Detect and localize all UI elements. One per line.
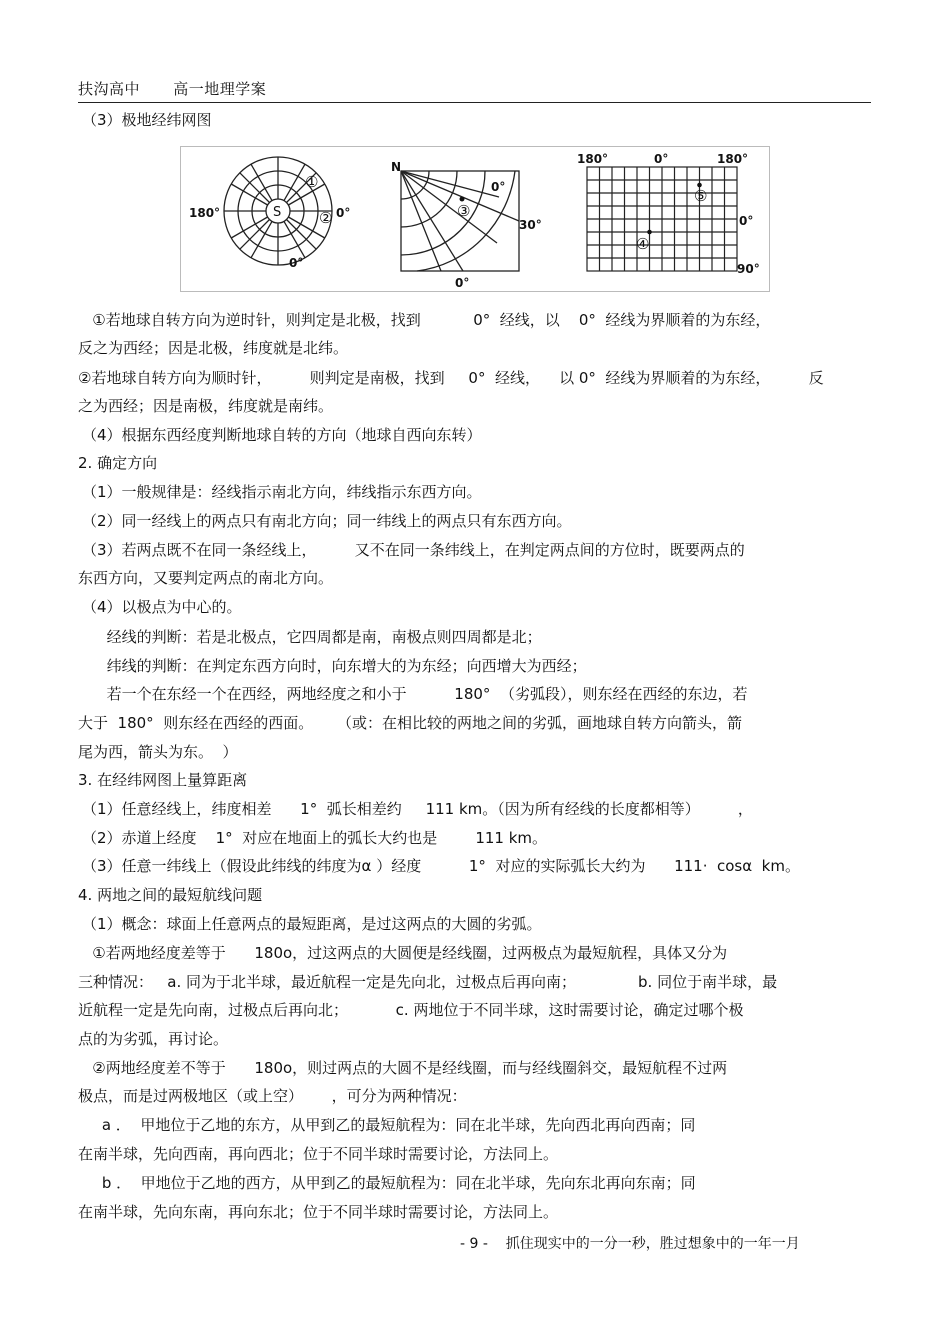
grid-180-left-label: 180° [577,152,609,166]
text-line: （1）概念：球面上任意两点的最短距离，是过这两点的大圆的劣弧。 [82,915,542,933]
text-line: （4）以极点为中心的。 [82,598,242,616]
grid-diagram [587,167,737,271]
quadrant-point [460,197,465,202]
section-heading: 4. 两地之间的最短航线问题 [78,886,263,904]
quadrant-30-label: 30° [519,218,542,232]
mark-4: ④ [636,235,650,253]
text-line: （2）同一经线上的两点只有南北方向；同一纬线上的两点只有东西方向。 [82,512,572,530]
south-pole-0-right-label: 0° [336,206,351,220]
text-line: 近航程一定是先向南，过极点后再向北； c. 两地位于不同半球，这时需要讨论，确定过哪个极 [78,1001,744,1019]
text-line: （3）若两点既不在同一条经线上， 又不在同一条纬线上，在判定两点间的方位时，既要两点的 [82,541,745,559]
text-line: 纬线的判断：在判定东西方向时，向东增大的为东经；向西增大为西经； [78,657,587,675]
text-line: 极点，而是过两极地区（或上空） ，可分为两种情况： [78,1087,467,1105]
quadrant-0-bottom-label: 0° [455,276,470,290]
page-footer [460,1233,800,1253]
text-line: ②两地经度差不等于 180o，则过两点的大圆不是经线圈，而与经线圈斜交，最短航程不过两 [78,1059,728,1077]
text-line: ②若地球自转方向为顺时针， 则判定是南极，找到 0° 经线， 以 0° 经线为界顺着的为东经， 反 [78,369,824,387]
page-number: - 9 - [460,1236,488,1252]
text-line: （1）任意经线上，纬度相差 1° 弧长相差约 111 km。（因为所有经线的长度都相等） ， [82,800,753,818]
grid-90-label: 90° [737,262,760,276]
quadrant-0-top-label: 0° [491,180,506,194]
text-line: ①若两地经度差等于 180o，过这两点的大圆便是经线圈，过两极点为最短航程，具体又分为 [78,944,728,962]
text-line: 尾为西，箭头为东。 ） [78,743,238,761]
mark-5: ⑤ [694,187,708,205]
text-line: （1）一般规律是：经线指示南北方向，纬线指示东西方向。 [82,483,482,501]
header-rule [78,102,871,103]
mark-2: ② [319,209,333,227]
text-line: b ． 甲地位于乙地的西方，从甲到乙的最短航程为：同在北半球，先向东北再向东南；同 [78,1174,696,1192]
text-line: 大于 180° 则东经在西经的西面。 （或：在相比较的两地之间的劣弧，画地球自转方向箭头，箭 [78,714,743,732]
south-pole-0-bottom-label: 0° [289,256,304,270]
polar-grid-figure [180,146,770,292]
grid-point-4 [647,230,652,235]
text-line: 在南半球，先向东南，再向东北；位于不同半球时需要讨论，方法同上。 [78,1203,559,1221]
text-line: 之为西经；因是南极，纬度就是南纬。 [78,397,334,415]
text-line: 三种情况： a. 同为于北半球，最近航程一定是先向北，过极点后再向南； b. 同位于南半球，最 [78,973,778,991]
footer-motto: 抓住现实中的一分一秒，胜过想象中的一年一月 [505,1236,800,1252]
grid-0-right-label: 0° [739,214,754,228]
page-header [78,78,294,99]
text-line: （2）赤道上经度 1° 对应在地面上的弧长大约也是 111 km。 [82,829,548,847]
text-line: 东西方向，又要判定两点的南北方向。 [78,569,334,587]
grid-0-top-label: 0° [654,152,669,166]
mark-3: ③ [457,202,471,220]
text-line: ①若地球自转方向为逆时针，则判定是北极，找到 0° 经线，以 0° 经线为界顺着的为东经， [78,311,771,329]
mark-1: ① [305,173,319,191]
section-heading: 3. 在经纬网图上量算距离 [78,771,248,789]
grid-180-right-label: 180° [717,152,749,166]
text-line: 经线的判断：若是北极点，它四周都是南，南极点则四周都是北； [78,628,542,646]
text-line: （3）任意一纬线上（假设此纬线的纬度为α ）经度 1° 对应的实际弧长大约为 111· cosα km。 [82,857,800,875]
school-name: 扶沟高中 [78,80,141,98]
text-line: 点的为劣弧，再讨论。 [78,1030,229,1048]
section-heading: 2. 确定方向 [78,454,158,472]
text-line: （4）根据东西经度判断地球自转的方向（地球自西向东转） [82,426,482,444]
polar-grid-diagrams [181,147,769,291]
doc-title: 高一地理学案 [173,80,267,98]
quadrant-n-label: N [391,160,402,174]
text-line: 反之为西经；因是北极，纬度就是北纬。 [78,339,349,357]
south-pole-180-label: 180° [189,206,221,220]
section-heading: （3）极地经纬网图 [82,111,212,129]
text-line: a ． 甲地位于乙地的东方，从甲到乙的最短航程为：同在北半球，先向西北再向西南；同 [78,1116,696,1134]
text-line: 在南半球，先向西南，再向西北；位于不同半球时需要讨论，方法同上。 [78,1145,559,1163]
text-line: 若一个在东经一个在西经，两地经度之和小于 180° （劣弧段），则东经在西经的东边，若 [78,685,748,703]
south-pole-center-label: S [273,205,282,220]
